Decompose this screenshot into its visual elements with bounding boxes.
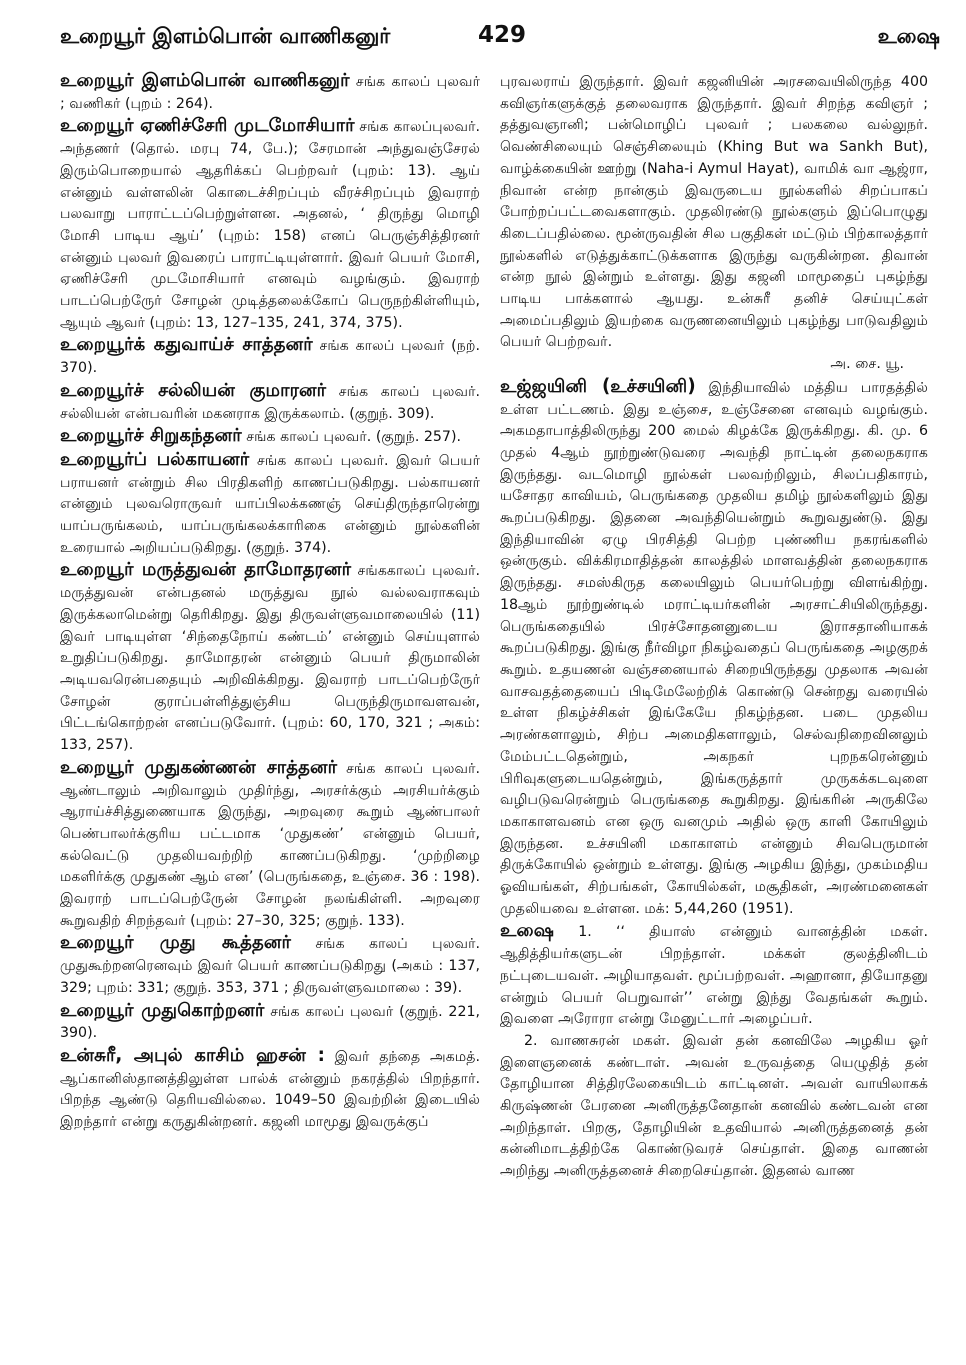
entry [60,449,480,560]
entry-headword: உறையூர்ச் சல்லியன் குமாரனர் [60,379,327,401]
entry-headword: உறையூர் முதுகண்ணன் சாத்தனர் [60,756,338,778]
entry [60,334,480,379]
entry-text: சங்ககாலப் புலவர். மருத்துவன் என்பதனல் மருத்துவ நூல் வல்லவராகவும் இருக்கலாமென்று தெரிகிறது. இது திருவள்ளுவமாலையில் (11) இவர் பாடியுள்ள ‘சிந்தைநோய் கண்டம்’ என்னும் செய்யுளால் உறுதிப்படுகிறது. தாமோதரன் என்னும் பெயர் திருமாலின் அடியவரென்பதையும் அறிவிக்கிறது. இவராற் பாடப்பெற்ருேர் சோழன் குராப்பள்ளித்துஞ்சிய பெருந்திருமாவளவன், பிட்டங்கொற்றன் எனப்படுவோர். (புறம்: 60, 170, 321 ; அகம்: 133, 257). [60,563,480,754]
entry-text: சங்க காலப் புலவர் (நற். 370). [60,338,480,377]
entry-headword: உறையூர்க் கதுவாய்ச் சாத்தனர் [60,334,313,356]
entry-headword: உறையூர் இளம்பொன் வாணிகனுர் [60,70,350,91]
entry [500,70,928,376]
entry-headword: உறையூர் ஏணிச்சேரி முடமோசியார் [60,115,355,137]
entry-text: சங்க காலப் புலவர். முதுகூற்றனரெனவும் இவர் பெயர் காணப்படுகிறது (அகம் : 137, 329; புறம்: 331; குறுந். 353, 371 ; திருவள்ளுவமாலை : 39). [60,936,481,996]
entry-text: 1. ‘‘ தியாஸ் என்னும் வானத்தின் மகள். ஆதித்தியர்களுடன் பிறந்தாள். மக்கள் குலத்தினிடம் நட்புடையவள். அழியாதவள். மூப்பற்றவள். அஹானா, தியோதனு என்றும் பெயர் பெறுவாள்’’ என்று இந்து வேதங்கள் கூறும். இவளை அரோரா என்று மேனுட்டார் அழைப்பர். [500,924,928,1028]
entry [60,559,480,756]
right-column [500,70,928,1183]
entry-headword: உறையூர் முது கூத்தனர் [60,932,291,954]
running-head-left: உறையூர் இளம்பொன் வாணிகனுர் [60,24,391,48]
entry [60,1045,480,1134]
author-signature: அ. சை. யூ. [830,356,904,373]
page-header [60,22,940,58]
entry [60,380,480,425]
entry [60,932,480,999]
running-head-right: உஷை [877,24,940,48]
entry [60,115,480,334]
entry-headword: உன்சுரீ, அபுல் காசிம் ஹசன் : [60,1044,325,1066]
entry [60,757,480,933]
entry [500,376,928,921]
entry-text: சங்க காலப் புலவர் (குறுந். 221, 390). [60,1003,481,1042]
entry-headword: உறையூர் மருத்துவன் தாமோதரனர் [60,559,352,581]
left-column [60,70,480,1134]
entry [500,920,928,1031]
entry [60,70,480,115]
entry [60,425,480,449]
entry-text: சங்க காலப் புலவர். (குறுந். 257). [241,429,461,446]
page-number: 429 [478,22,527,48]
entry [60,1000,480,1045]
entry-headword: உஷை [500,920,555,942]
entry-headword: உறையூர்ப் பல்காயனர் [60,448,250,470]
entry-text: சங்க காலப் புலவர் ; வணிகர் (புறம் : 264). [60,74,480,112]
entry-text: இந்தியாவில் மத்திய பாரதத்தில் உள்ள பட்டணம். இது உஞ்சை, உஞ்சேனை எனவும் வழங்கும். அகமதாபாத்திலிருந்து 200 மைல் கிழக்கே இருக்கிறது. கி. மு. 6 முதல் 4ஆம் நூற்றுண்டுவரை அவந்தி நாட்டின் தலைநகராக இருந்தது. வடமொழி நூல்கள் பலவற்றிலும், சிலப்பதிகாரம், யசோதர காவியம், பெருங்கதை முதலிய தமிழ் நூல்களிலும் இது கூறப்படுகிறது. இதனை அவந்தியென்றும் கூறுவதுண்டு. இது இந்தியாவின் ஏழு பிரசித்தி பெற்ற புண்ணிய நகரங்களில் ஒன்ருகும். விக்கிரமாதித்தன் காலத்தில் மாளவத்தின் தலைநகராக இருந்தது. சமஸ்கிருத கலையிலும் பெயர்பெற்று விளங்கிற்று. 18ஆம் நூற்றுண்டில் மராட்டியர்களின் அரசாட்சியிலிருந்தது. பெருங்கதையில் பிரச்சோதனனுடைய இராசதானியாகக் கூறப்படுகிறது. இங்கு நீர்விழா நிகழ்வதைப் பெருங்கதை அழகுறக் கூறும். உதயணன் வஞ்சனையால் சிறையிருந்தது முதலாக அவன் வாசவதத்தையைப் பிடிமேலேற்றிக் கொண்டு சென்றது வரையில் உள்ள நிகழ்ச்சிகள் இங்கேயே நிகழ்ந்தன. படை முதலிய அரண்களாலும், சிற்ப அமைதிகளாலும், செல்வநிறைவினலும் மேம்பட்டதென்றும், அகநகர் புறநகரென்னும் பிரிவுகளுடையதென்றும், இங்கருத்தார் முருகக்கடவுளை வழிபடுவரென்றும் பெருங்கதை கூறுகிறது. இங்கரின் அருகிலே மகாகாளவனம் என ஒரு வனமும் அதில் ஒரு காளி கோயிலும் இருந்தன. உச்சயினி மகாகாளம் என்னும் சிவபெருமான் திருக்கோயில் ஒன்றும் உள்ளது. இங்கு அழகிய இந்து, முகம்மதிய ஓவியங்கள், சிற்பங்கள், கோயில்கள், மசூதிகள், அரண்மனைகள் முதலியவை உள்ளன. மக்: 5,44,260 (1951). [500,379,928,917]
entry-text: 2. வாணசுரன் மகள். இவள் தன் கனவிலே அழகிய ஓர் இளைஞனைக் கண்டாள். அவன் உருவத்தை யெழுதித் தன் தோழியான சித்திரலேகையிடம் காட்டினள். அவள் வாயிலாகக் கிருஷ்ணன் பேரனை அனிருத்தனேதான் கனவில் கண்டவன் என அறிந்தாள். பிறகு, தோழியின் உதவியால் அனிருத்தனைத் தன் கன்னிமாடத்திற்கே கொண்டுவரச் செய்தாள். இதை வாணன் அறிந்து அனிருத்தனைச் சிறைசெய்தான். இதனல் வாண [500,1032,928,1180]
entry-text: சங்க காலப் புலவர். ஆண்டாலும் அறிவாலும் முதிர்ந்து, அரசர்க்கும் அரசியர்க்கும் ஆராய்ச்சித்துணையாக இருந்து, அறவுரை கூறும் ஆண்பாலர் பெண்பாலர்க்குரிய பட்டமாக ‘முதுகண்’ என்னும் பெயர், கல்வெட்டு முதலியவற்றிற் காணப்படுகிறது. ‘முற்றிழை மகளிர்க்கு முதுகண் ஆம் என’ (பெருங்கதை, உஞ்சை. 36 : 198). இவராற் பாடப்பெற்ருேன் சோழன் நலங்கிள்ளி. அறவுரை கூறுவதிற் சிறந்தவர் (புறம்: 27–30, 325; குறுந். 133). [60,760,480,929]
entry-text: சங்க காலப்புலவர். அந்தணர் (தொல். மரபு 74, பே.); சேரமான் அந்துவஞ்சேரல் இரும்பொறையால் ஆதரிக்கப் பெற்றவர் (புறம்: 13). ஆய் என்னும் வள்ளலின் கொடைச்சிறப்பும் வீரச்சிறப்பும் இவராற் பலவாறு பாராட்டப்பெற்றுள்ளன. அதனல், ‘ திருந்து மொழி மோசி பாடிய ஆய்’ (புறம்: 158) எனப் பெருஞ்சித்திரனர் என்னும் புலவர் இவரைப் பாராட்டியுள்ளார். இவர் பெயர் மோசி, ஏணிச்சேரி முடமோசியார் எனவும் வழங்கும். இவராற் பாடப்பெற்ருேர் சோழன் முடித்தலைக்கோப் பெருநற்கிள்ளியும், ஆயும் ஆவர் (புறம்: 13, 127–135, 241, 374, 375). [60,119,480,331]
entry-headword: உறையூர்ச் சிறுகந்தனர் [60,425,242,447]
entry-text: சங்க காலப் புலவர். இவர் பெயர் பராயனர் என்றும் சில பிரதிகளிற் காணப்படுகிறது. பல்காயனர் என்னும் புலவரொருவர் யாப்பிலக்கணஞ் செய்திருந்தாரென்று யாப்பருங்கலம், யாப்பருங்கலக்காரிகை என்னும் நூல்களின் உரையால் அறியப்படுகிறது. (குறுந். 374). [60,452,480,556]
entry-text: புரவலராய் இருந்தார். இவர் கஜனியின் அரசவையிலிருந்த 400 கவிஞர்களுக்குத் தலைவராக இருந்தார். இவர் சிறந்த கவிஞர் ; தத்துவஞானி; பன்மொழிப் புலவர் ; பலகலை வல்லுநர். வெண்சிலையும் செஞ்சிலையும் (Khing But wa Sankh But), வாழ்க்கையின் ஊற்று (Naha-i Aymul Hayat), வாமிக் வா ஆஜ்ரா, நிவான் என்ற நான்கும் இவருடைய நூல்களில் சிறப்பாகப் போற்றப்பட்டவைகளாகும். முதலிரண்டு நூல்களும் இப்பொழுது கிடைப்பதில்லை. மூன்ருவதின் சில பகுதிகள் மட்டும் பிற்காலத்தார் நூல்களில் எடுத்துக்காட்டுக்களாக இருந்து வருகின்றன. திவான் என்ற நூல் இன்றும் உள்ளது. இது கஜனி மாமூதைப் புகழ்ந்து பாடிய பாக்களால் ஆயது. உன்சுரீ தனிச் செய்யுட்கள் அமைப்பதிலும் இயற்கை வருணனையிலும் புகழ்ந்து பாடுவதிலும் பெயர் பெற்றவர். [500,74,928,351]
entry-headword: உஜ்ஜயினி (உச்சயினி) [500,375,696,397]
entry [500,1031,928,1183]
entry-text: இவர் தந்தை அகமத். ஆப்கானிஸ்தானத்திலுள்ள பால்க் என்னும் நகரத்தில் பிறந்தார். பிறந்த ஆண்டு தெரியவில்லை. 1049–50 இவற்றின் இடையில் இறந்தார் என்று கருதுகின்றனர். கஜனி மாமூது இவருக்குப் [60,1048,481,1131]
entry-text: சங்க காலப் புலவர். சல்லியன் என்பவரின் மகனராக இருக்கலாம். (குறுந். 309). [60,383,480,422]
entry-headword: உறையூர் முதுகொற்றனர் [60,999,265,1021]
